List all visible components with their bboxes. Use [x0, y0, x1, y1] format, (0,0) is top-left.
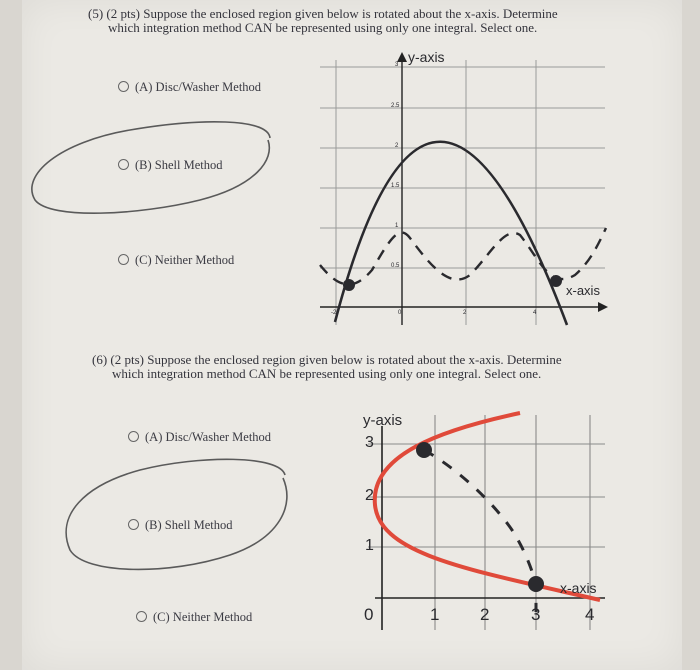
q5-x-tick: 4 [533, 310, 537, 316]
q6-x-tick: 1 [430, 605, 440, 624]
q5-x-tick: -2 [331, 310, 337, 316]
q6-option-a-label: (A) Disc/Washer Method [145, 430, 272, 444]
q5-x-tick: 0 [398, 310, 402, 316]
q6-y-tick: 3 [365, 434, 374, 451]
q6-x-tick: 0 [364, 605, 374, 624]
q6-y-tick: 2 [365, 487, 374, 504]
q5-option-c-label: (C) Neither Method [135, 253, 235, 267]
q6-y-tick: 1 [365, 537, 374, 554]
q5-y-tick: 1 [395, 223, 399, 229]
q5-x-tick: 2 [463, 310, 467, 316]
q6-y-axis-label: y-axis [363, 412, 403, 429]
q5-y-axis-label: y-axis [408, 49, 445, 65]
q5-x-axis-label: x-axis [566, 283, 600, 298]
q5-option-a-label: (A) Disc/Washer Method [135, 80, 262, 94]
q6-x-axis-label: x-axis [560, 580, 597, 596]
q5-y-tick: 3 [395, 62, 399, 68]
q5-y-tick: 0.5 [391, 263, 400, 269]
q5-prompt-line2: which integration method CAN be represented using only one integral. Select one. [108, 20, 538, 35]
q5-y-tick: 2 [395, 143, 399, 149]
q5-option-b-label: (B) Shell Method [135, 158, 223, 172]
q6-option-c-label: (C) Neither Method [153, 610, 253, 624]
q6-x-tick: 3 [531, 605, 541, 624]
q6-x-tick: 4 [585, 605, 595, 624]
q6-prompt-line1: (6) (2 pts) Suppose the enclosed region given below is rotated about the x-axis. Determine [92, 352, 562, 367]
q5-y-tick: 1.5 [391, 183, 400, 189]
q6-prompt-line2: which integration method CAN be represented using only one integral. Select one. [112, 366, 542, 381]
q6-x-tick: 2 [480, 605, 490, 624]
q5-y-tick: 2.5 [391, 103, 400, 109]
q6-option-b-label: (B) Shell Method [145, 518, 233, 532]
q5-prompt-line1: (5) (2 pts) Suppose the enclosed region given below is rotated about the x-axis. Determine [88, 6, 558, 21]
